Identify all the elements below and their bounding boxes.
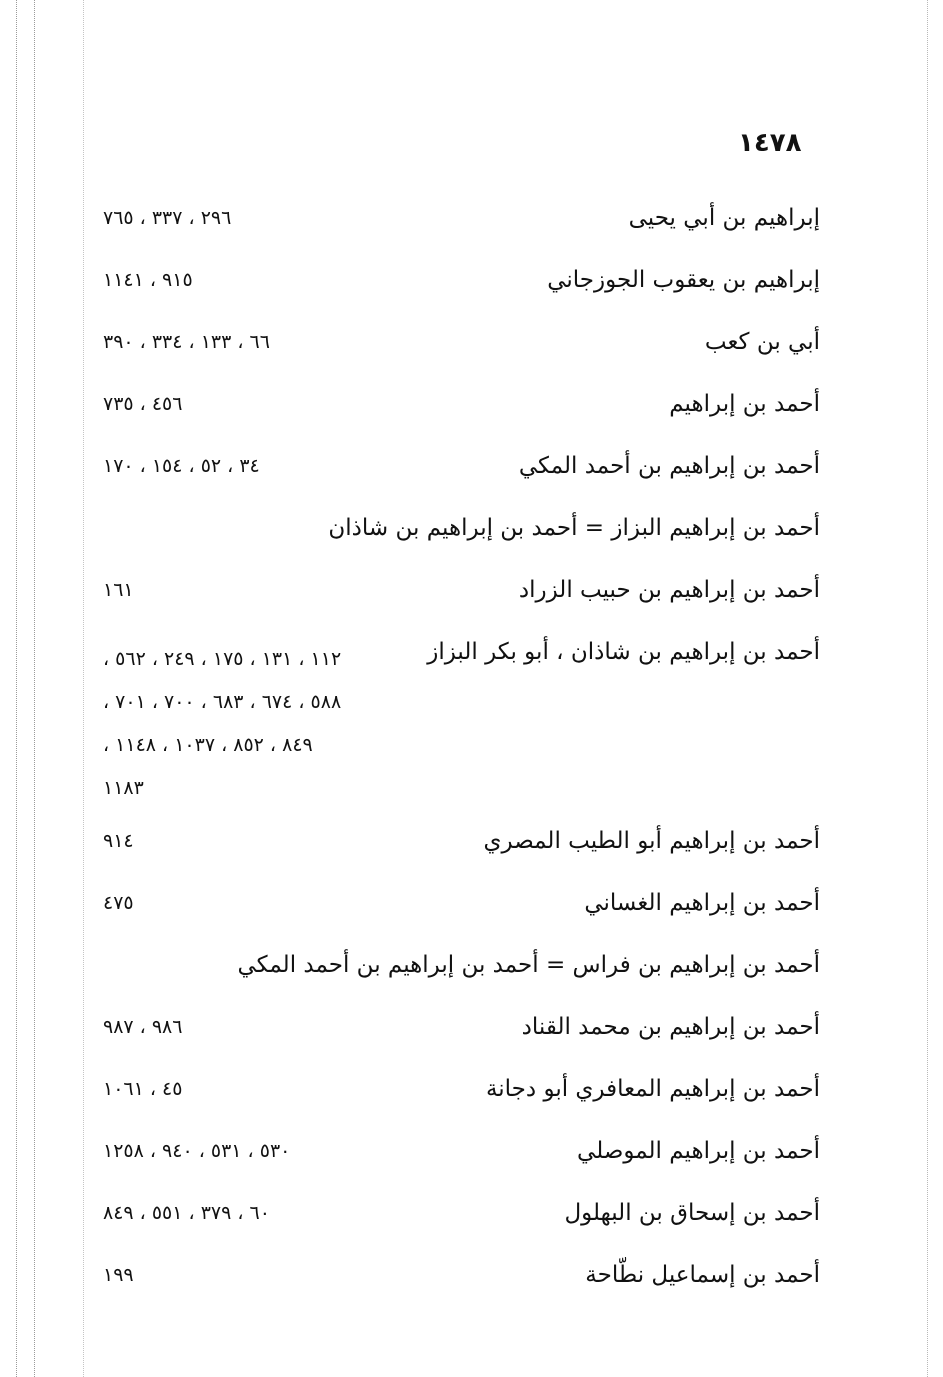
entry-pages-line: ١١٨٣ xyxy=(103,777,144,799)
entry-pages: ٤٥ ، ١٠٦١ xyxy=(103,1078,183,1100)
entry-name: أحمد بن إبراهيم بن شاذان ، أبو بكر البزاز xyxy=(427,639,820,665)
scan-margin-line xyxy=(34,0,35,1377)
entry-name: أحمد بن إبراهيم أبو الطيب المصري xyxy=(483,828,820,854)
entry-name: أحمد بن إبراهيم بن فراس = أحمد بن إبراهيم بن أحمد المكي xyxy=(237,952,820,978)
entry-pages: ٢٩٦ ، ٣٣٧ ، ٧٦٥ xyxy=(103,207,232,229)
entry-pages: ٦٦ ، ١٣٣ ، ٣٣٤ ، ٣٩٠ xyxy=(103,331,270,353)
entry-pages: ٤٧٥ xyxy=(103,892,134,914)
name-index-list xyxy=(95,192,820,1311)
index-entry xyxy=(95,1249,820,1311)
entry-pages-line: ٨٤٩ ، ٨٥٢ ، ١٠٣٧ ، ١١٤٨ ، xyxy=(103,734,313,756)
scan-margin-line xyxy=(927,0,928,1377)
entry-pages: ٦٠ ، ٣٧٩ ، ٥٥١ ، ٨٤٩ xyxy=(103,1202,270,1224)
index-entry xyxy=(95,254,820,316)
index-entry xyxy=(95,1001,820,1063)
entry-name: أحمد بن إبراهيم بن محمد القناد xyxy=(521,1014,820,1040)
entry-name: أحمد بن إبراهيم الغساني xyxy=(584,890,820,916)
entry-name: أحمد بن إبراهيم المعافري أبو دجانة xyxy=(485,1076,820,1102)
scan-margin-line xyxy=(16,0,17,1377)
index-entry xyxy=(95,815,820,877)
entry-name: أحمد بن إسماعيل نطّاحة xyxy=(585,1262,820,1288)
entry-name: أحمد بن إبراهيم xyxy=(669,391,820,417)
page-number: ١٤٧٨ xyxy=(738,128,802,158)
entry-pages: ١٩٩ xyxy=(103,1264,134,1286)
entry-pages: ٩١٥ ، ١١٤١ xyxy=(103,269,193,291)
entry-pages: ٤٥٦ ، ٧٣٥ xyxy=(103,393,183,415)
entry-pages: ٣٤ ، ٥٢ ، ١٥٤ ، ١٧٠ xyxy=(103,455,260,477)
entry-name: أحمد بن إبراهيم بن أحمد المكي xyxy=(518,453,820,479)
entry-name: أبي بن كعب xyxy=(704,329,820,355)
entry-pages: ٩٨٦ ، ٩٨٧ xyxy=(103,1016,183,1038)
index-entry xyxy=(95,316,820,378)
entry-pages-line: ١١٢ ، ١٣١ ، ١٧٥ ، ٢٤٩ ، ٥٦٢ ، xyxy=(103,648,342,670)
index-entry xyxy=(95,564,820,626)
entry-name: أحمد بن إسحاق بن البهلول xyxy=(564,1200,820,1226)
entry-pages-line: ٥٨٨ ، ٦٧٤ ، ٦٨٣ ، ٧٠٠ ، ٧٠١ ، xyxy=(103,691,342,713)
index-entry xyxy=(95,1125,820,1187)
index-entry xyxy=(95,192,820,254)
index-entry-cross-reference xyxy=(95,502,820,564)
entry-name: أحمد بن إبراهيم بن حبيب الزراد xyxy=(518,577,820,603)
index-entry xyxy=(95,378,820,440)
index-entry xyxy=(95,1063,820,1125)
entry-name: أحمد بن إبراهيم الموصلي xyxy=(577,1138,820,1164)
index-entry-cross-reference xyxy=(95,939,820,1001)
entry-pages xyxy=(103,638,448,810)
entry-name: إبراهيم بن يعقوب الجوزجاني xyxy=(547,267,820,293)
entry-pages: ١٦١ xyxy=(103,579,134,601)
entry-pages: ٥٣٠ ، ٥٣١ ، ٩٤٠ ، ١٢٥٨ xyxy=(103,1140,291,1162)
entry-pages: ٩١٤ xyxy=(103,830,134,852)
scan-margin-line xyxy=(83,0,84,1377)
index-entry xyxy=(95,626,820,815)
index-entry xyxy=(95,440,820,502)
index-entry xyxy=(95,1187,820,1249)
index-entry xyxy=(95,877,820,939)
entry-name: أحمد بن إبراهيم البزاز = أحمد بن إبراهيم بن شاذان xyxy=(328,515,820,541)
entry-name: إبراهيم بن أبي يحيى xyxy=(628,205,820,231)
